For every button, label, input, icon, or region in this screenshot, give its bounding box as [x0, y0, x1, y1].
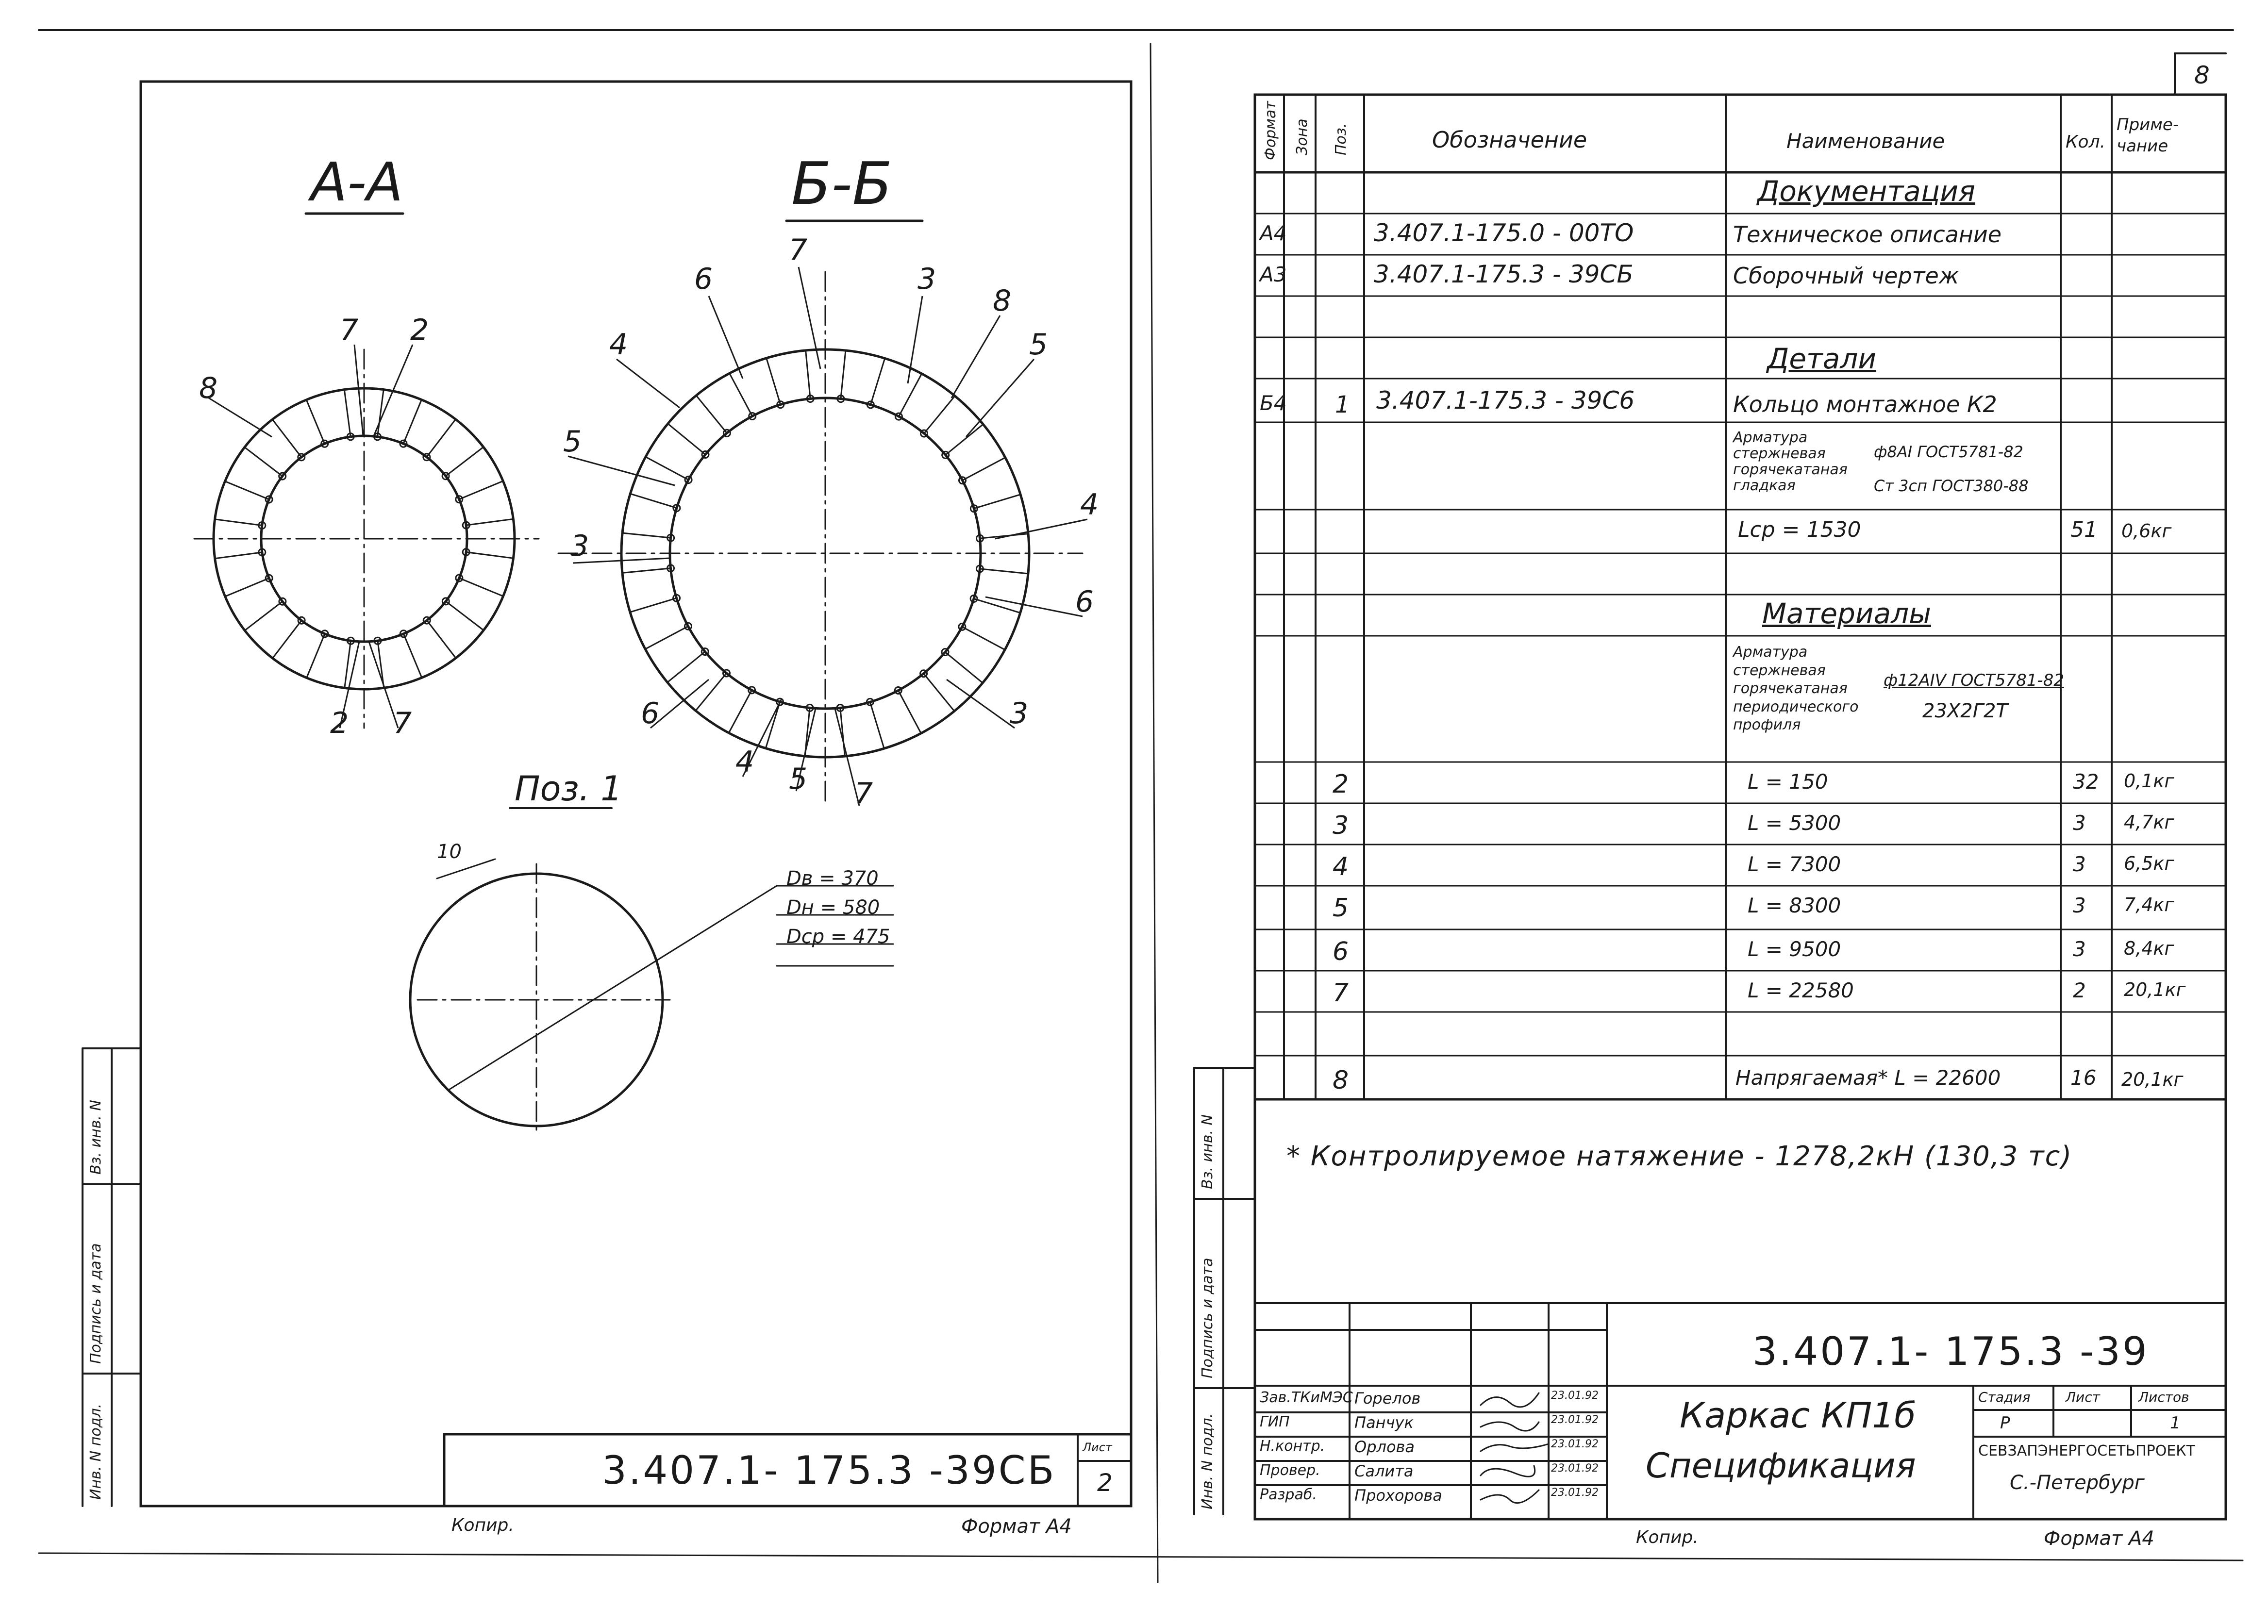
mat-row-note: 0,1кг — [2124, 770, 2174, 792]
mat-row-pos: 7 — [1333, 978, 1349, 1008]
mat-row-qty: 3 — [2073, 852, 2086, 876]
ring-spoke — [403, 400, 421, 444]
left-side-label: Инв. N подл. — [87, 1403, 104, 1500]
left-side-label: Вз. инв. N — [87, 1100, 104, 1175]
stage-label: Стадия — [1978, 1389, 2031, 1405]
hdr-zone: Зона — [1294, 118, 1311, 155]
mat-row-pos: 2 — [1333, 770, 1349, 799]
part-row-pos: 1 — [1335, 391, 1350, 418]
right-format: Формат А4 — [2044, 1527, 2154, 1550]
doc-row-format: А3 — [1260, 263, 1287, 286]
section-docs: Документация — [1757, 175, 1975, 208]
hdr-designation: Обозначение — [1432, 127, 1587, 153]
ring-spoke — [870, 358, 884, 405]
mat-row-qty: 2 — [2073, 978, 2086, 1002]
ring-spoke — [403, 634, 422, 678]
mat-row-name: L = 8300 — [1748, 894, 1841, 917]
ring-spoke — [980, 534, 1029, 539]
ring-spoke — [630, 494, 677, 508]
bb-callout: 5 — [1029, 328, 1048, 362]
hdr-qty: Кол. — [2066, 132, 2106, 152]
ring-spoke — [667, 652, 705, 682]
ring-spoke — [446, 447, 484, 476]
part-row-name: Кольцо монтажное К2 — [1733, 391, 1997, 417]
last-row-qty: 16 — [2070, 1066, 2097, 1090]
ring-spoke — [974, 598, 1020, 613]
ring-spoke — [622, 533, 671, 538]
ring-spoke — [898, 691, 921, 733]
material-steel: 23Х2Г2Т — [1922, 700, 2008, 722]
hdr-note: Приме-чание — [2117, 115, 2179, 156]
pos1-dim-mid: Dср = 475 — [786, 926, 890, 948]
hdr-name: Наименование — [1786, 129, 1945, 153]
leader-line — [209, 398, 272, 437]
ring-spoke — [767, 358, 781, 405]
part-row-designation: 3.407.1-175.3 - 39С6 — [1376, 386, 1635, 414]
right-frame — [1255, 95, 2226, 1519]
ring-spoke — [307, 634, 325, 678]
bb-callout: 6 — [1075, 585, 1094, 619]
last-row-pos: 8 — [1333, 1066, 1349, 1095]
mat-row-qty: 32 — [2073, 770, 2099, 794]
ring-spoke — [946, 424, 984, 455]
bb-callout: 8 — [993, 284, 1012, 318]
ring-spoke — [696, 673, 727, 711]
bb-callout: 3 — [1010, 696, 1029, 730]
left-side-label: Подпись и дата — [87, 1243, 104, 1364]
mat-row-name: L = 5300 — [1748, 811, 1841, 835]
mat-row-pos: 3 — [1333, 811, 1349, 840]
mat-row-qty: 3 — [2073, 937, 2086, 961]
ring-spoke — [924, 396, 955, 433]
ring-spoke — [273, 620, 302, 658]
ring-spoke — [730, 373, 752, 416]
mat-row-note: 6,5кг — [2124, 853, 2174, 874]
person-date: 23.01.92 — [1551, 1487, 1599, 1499]
ring-spoke — [459, 578, 503, 596]
pos1-dim-outer: Dн = 580 — [786, 896, 880, 919]
organization: СЕВЗАПЭНЕРГОСЕТЬПРОЕКТ — [1978, 1442, 2195, 1459]
bb-callout: 4 — [1080, 488, 1099, 522]
pos1-dim-inner: Dв = 370 — [786, 867, 879, 890]
mat-row-qty: 3 — [2073, 811, 2086, 835]
aa-callout-8: 8 — [199, 371, 218, 405]
stage-value: Р — [2000, 1413, 2010, 1433]
ring-spoke — [622, 568, 671, 573]
person-date: 23.01.92 — [1551, 1414, 1599, 1426]
aa-callout-2-bottom: 2 — [330, 706, 349, 740]
right-side-label: Вз. инв. N — [1199, 1114, 1216, 1189]
ring-spoke — [245, 447, 283, 477]
last-row-note: 20,1кг — [2121, 1069, 2184, 1090]
mat-row-note: 7,4кг — [2124, 894, 2174, 915]
mat-row-pos: 5 — [1333, 894, 1349, 923]
ring-spoke — [696, 396, 727, 433]
material-grade: ф12АIV ГОСТ5781-82 — [1884, 671, 2064, 690]
title-line-2: Спецификация — [1646, 1446, 1916, 1486]
section-aa-title: А-А — [311, 151, 403, 213]
ring-spoke — [306, 400, 325, 444]
bb-callout: 5 — [789, 762, 808, 796]
mat-row-note: 20,1кг — [2124, 979, 2186, 1000]
sheets-label: Листов — [2138, 1389, 2189, 1405]
right-copied: Копир. — [1636, 1527, 1699, 1547]
ring-spoke — [945, 652, 983, 683]
leader-line — [617, 359, 680, 408]
left-format: Формат А4 — [961, 1515, 1072, 1538]
last-row-name: Напрягаемая* L = 22600 — [1735, 1066, 2001, 1090]
title-line-1: Каркас КП1б — [1680, 1395, 1916, 1436]
person-name: Орлова — [1354, 1438, 1415, 1456]
ring-spoke — [427, 419, 456, 457]
ring-spoke — [870, 702, 884, 748]
person-date: 23.01.92 — [1551, 1390, 1599, 1402]
doc-row-name: Техническое описание — [1733, 221, 2002, 248]
leader-line — [354, 345, 363, 436]
person-date: 23.01.92 — [1551, 1438, 1599, 1450]
ring-spoke — [924, 674, 954, 712]
leader-line — [568, 456, 675, 485]
leader-line — [966, 359, 1034, 437]
bb-callout: 4 — [735, 745, 754, 779]
person-role: Н.контр. — [1260, 1438, 1325, 1455]
ring-spoke — [225, 578, 269, 597]
doc-row-designation: 3.407.1-175.3 - 39СБ — [1374, 260, 1634, 288]
pos1-dim-width: 10 — [437, 841, 462, 863]
bb-callout: 7 — [789, 233, 808, 267]
ring-spoke — [899, 374, 921, 416]
ring-spoke — [974, 495, 1020, 509]
ring-spoke — [963, 458, 1005, 481]
left-stamp-sheet-label: Лист — [1083, 1441, 1112, 1454]
ring-spoke — [630, 598, 677, 612]
mat-row-pos: 6 — [1333, 937, 1349, 966]
title-code: 3.407.1- 175.3 -39 — [1752, 1329, 2149, 1374]
doc-row-name: Сборочный чертеж — [1733, 263, 1959, 289]
left-frame — [141, 82, 1131, 1506]
mat-row-name: L = 9500 — [1748, 937, 1841, 961]
doc-row-designation: 3.407.1-175.0 - 00ТО — [1374, 219, 1634, 247]
right-side-label: Инв. N подл. — [1199, 1413, 1216, 1509]
mat-row-note: 8,4кг — [2124, 938, 2174, 959]
section-parts: Детали — [1767, 342, 1877, 375]
doc-row-format: А4 — [1260, 221, 1287, 245]
material-desc: Арматура стержневая горячекатаная периодического профиля — [1733, 644, 1859, 733]
aa-callout-7-top: 7 — [340, 313, 359, 347]
aa-callout-2-top: 2 — [410, 313, 429, 347]
ring-spoke — [646, 457, 688, 480]
right-side-label: Подпись и дата — [1199, 1258, 1216, 1378]
part-material-grade: ф8АI ГОСТ5781-82 — [1874, 443, 2023, 461]
page-number: 8 — [2194, 61, 2210, 89]
bb-callout: 5 — [563, 425, 582, 459]
person-name: Салита — [1354, 1462, 1414, 1480]
part-material-steel: Ст 3сп ГОСТ380-88 — [1874, 477, 2029, 495]
section-bb-title: Б-Б — [791, 150, 892, 218]
ring-spoke — [729, 690, 751, 733]
leader-line — [951, 315, 1000, 398]
part-material-desc: Арматура стержневая горячекатаная гладкая — [1733, 429, 1848, 494]
ring-spoke — [446, 601, 484, 630]
ring-spoke — [668, 424, 705, 455]
part-qty: 51 — [2070, 517, 2098, 542]
left-stamp-code: 3.407.1- 175.3 -39СБ — [602, 1448, 1056, 1493]
ring-spoke — [466, 552, 513, 559]
person-name: Прохорова — [1354, 1486, 1442, 1505]
mat-row-name: L = 22580 — [1748, 978, 1854, 1002]
ring-spoke — [466, 519, 513, 525]
person-role: Провер. — [1260, 1462, 1320, 1479]
mat-row-qty: 3 — [2073, 894, 2086, 917]
bb-callout: 6 — [694, 262, 713, 296]
bb-callout: 3 — [917, 262, 936, 296]
ring-spoke — [272, 419, 301, 457]
person-role: Разраб. — [1260, 1486, 1317, 1503]
aa-callout-7-bottom: 7 — [393, 706, 412, 740]
ring-spoke — [459, 481, 503, 499]
ring-spoke — [841, 350, 846, 399]
person-name: Панчук — [1354, 1413, 1414, 1432]
person-role: Зав.ТКиМЭС — [1260, 1389, 1353, 1406]
mat-row-note: 4,7кг — [2124, 812, 2174, 833]
ring-spoke — [215, 519, 262, 526]
ring-spoke — [962, 627, 1005, 649]
person-role: ГИП — [1260, 1413, 1290, 1430]
person-date: 23.01.92 — [1551, 1462, 1599, 1475]
ring-spoke — [215, 552, 262, 559]
part-row-format: Б4 — [1260, 391, 1287, 415]
ring-spoke — [225, 481, 269, 499]
pos1-title: Поз. 1 — [515, 769, 622, 809]
ring-spoke — [245, 601, 283, 630]
ring-spoke — [645, 626, 688, 649]
bb-callout: 6 — [641, 696, 660, 730]
person-name: Горелов — [1354, 1389, 1421, 1408]
hdr-pos: Поз. — [1333, 123, 1350, 155]
ring-spoke — [806, 350, 811, 399]
leader-line — [709, 296, 743, 379]
sheet-label: Лист — [2066, 1389, 2100, 1405]
signatures — [1481, 1393, 1549, 1503]
mat-row-pos: 4 — [1333, 852, 1349, 881]
ring-spoke — [344, 390, 350, 437]
mat-row-name: L = 7300 — [1748, 852, 1841, 876]
city: С.-Петербург — [2010, 1472, 2145, 1494]
left-stamp-sheet: 2 — [1097, 1469, 1113, 1497]
bb-callout: 3 — [570, 529, 589, 563]
ring-spoke — [427, 620, 456, 658]
sheets-value: 1 — [2170, 1413, 2181, 1433]
leader-line — [995, 519, 1087, 539]
bb-callout: 4 — [609, 328, 628, 362]
part-length: Lср = 1530 — [1738, 517, 1861, 542]
footnote: * Контролируемое натяжение - 1278,2кН (130,3 тс) — [1286, 1141, 2073, 1172]
ring-spoke — [980, 569, 1028, 574]
left-copied: Копир. — [451, 1515, 514, 1535]
section-materials: Материалы — [1762, 597, 1931, 630]
bb-callout: 7 — [854, 777, 873, 811]
hdr-format: Формат — [1262, 101, 1279, 160]
part-note: 0,6кг — [2121, 520, 2172, 542]
leader-line — [799, 267, 820, 369]
mat-row-name: L = 150 — [1748, 770, 1828, 794]
